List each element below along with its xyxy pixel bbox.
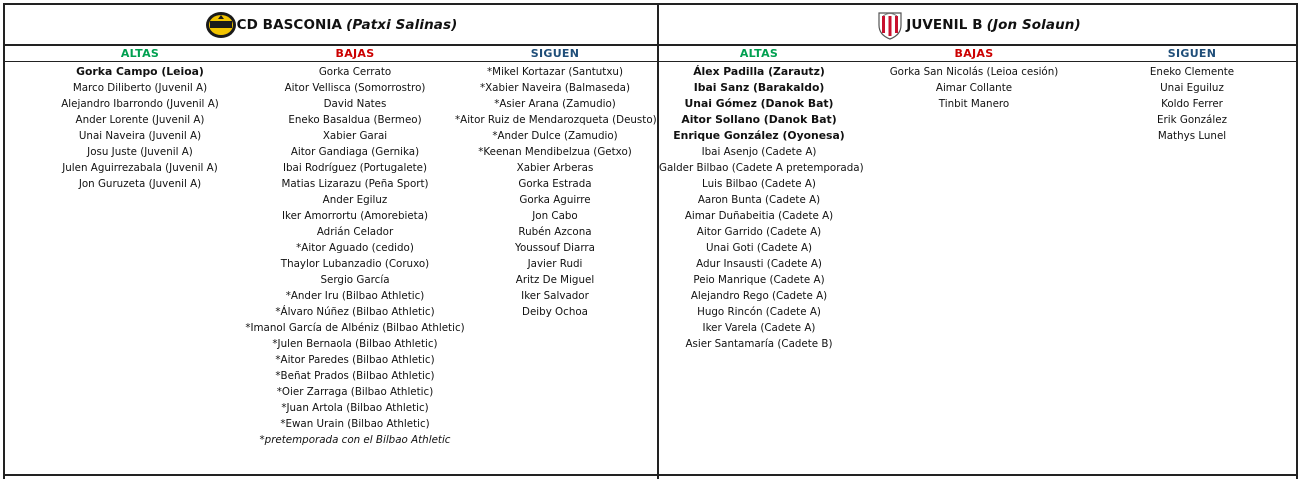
player-entry: Erik González	[1157, 114, 1227, 126]
player-entry: Ibai Asenjo (Cadete A)	[701, 146, 817, 158]
bajas-list	[235, 64, 475, 448]
player-entry: Gorka San Nicolás (Leioa cesión)	[889, 66, 1059, 78]
player-entry: Youssouf Diarra	[515, 242, 595, 254]
player-entry: *Imanol García de Albéniz (Bilbao Athletic)	[245, 322, 465, 334]
altas-header: ALTAS	[739, 47, 779, 60]
player-entry: Gorka Estrada	[518, 178, 592, 190]
player-entry: Peio Manrique (Cadete A)	[693, 274, 825, 286]
player-entry: Aimar Duñabeitia (Cadete A)	[684, 210, 834, 222]
player-entry: Alejandro Rego (Cadete A)	[690, 290, 828, 302]
player-entry: Ibai Rodríguez (Portugalete)	[282, 162, 428, 174]
player-entry: *Aitor Aguado (cedido)	[296, 242, 414, 254]
player-entry: Aitor Sollano (Danok Bat)	[681, 113, 837, 126]
player-entry: Iker Amorrortu (Amorebieta)	[281, 210, 429, 222]
player-entry: Xabier Arberas	[516, 162, 594, 174]
coach-name: (Patxi Salinas)	[346, 16, 458, 33]
cd-basconia-crest-icon	[205, 10, 237, 40]
player-entry: Julen Aguirrezabala (Juvenil A)	[62, 162, 218, 174]
column-headers	[5, 46, 657, 62]
column-headers	[659, 46, 1296, 62]
player-entry: *Beñat Prados (Bilbao Athletic)	[275, 370, 435, 382]
player-entry: Aimar Collante	[935, 82, 1013, 94]
player-entry: Enrique González (Oyonesa)	[673, 129, 845, 142]
player-entry: *Ander Iru (Bilbao Athletic)	[285, 290, 425, 302]
player-entry: *Mikel Kortazar (Santutxu)	[487, 66, 623, 78]
player-entry: Rubén Azcona	[518, 226, 592, 238]
player-entry: *Xabier Naveira (Balmaseda)	[479, 82, 631, 94]
player-entry: Adrián Celador	[316, 226, 394, 238]
player-entry: Ibai Sanz (Barakaldo)	[693, 81, 825, 94]
player-entry: Hugo Rincón (Cadete A)	[697, 306, 821, 318]
player-entry: Eneko Basaldua (Bermeo)	[288, 114, 422, 126]
player-entry: Marco Diliberto (Juvenil A)	[72, 82, 208, 94]
team-name: CD BASCONIA	[236, 16, 343, 33]
player-entry: Thaylor Lubanzadio (Coruxo)	[280, 258, 430, 270]
player-entry: Javier Rudi	[527, 258, 583, 270]
player-entry: Xabier Garai	[322, 130, 388, 142]
player-entry: Gorka Cerrato	[318, 66, 392, 78]
player-entry: Unai Gómez (Danok Bat)	[684, 97, 834, 110]
player-entry: *Asier Arana (Zamudio)	[494, 98, 616, 110]
player-entry: Aaron Bunta (Cadete A)	[697, 194, 821, 206]
player-entry: *Oier Zarraga (Bilbao Athletic)	[276, 386, 434, 398]
altas-list	[15, 64, 265, 192]
player-entry: Gorka Aguirre	[519, 194, 591, 206]
altas-header: ALTAS	[120, 47, 160, 60]
bajas-list	[874, 64, 1074, 112]
player-entry: Aritz De Miguel	[515, 274, 595, 286]
bajas-header: BAJAS	[954, 47, 994, 60]
player-entry: Aitor Garrido (Cadete A)	[696, 226, 822, 238]
siguen-header: SIGUEN	[1167, 47, 1217, 60]
player-entry: *Aitor Ruiz de Mendarozqueta (Deusto)	[455, 114, 657, 126]
bottom-border	[3, 474, 1298, 476]
player-entry: *Álvaro Núñez (Bilbao Athletic)	[275, 306, 435, 318]
basconia-header	[5, 5, 657, 46]
player-entry: Galder Bilbao (Cadete A pretemporada)	[659, 162, 864, 174]
player-entry: Koldo Ferrer	[1161, 98, 1223, 110]
siguen-header: SIGUEN	[530, 47, 580, 60]
player-entry: Álex Padilla (Zarautz)	[693, 65, 825, 78]
player-entry: Aitor Vellisca (Somorrostro)	[284, 82, 426, 94]
player-entry: Unai Naveira (Juvenil A)	[78, 130, 202, 142]
player-entry: *Ewan Urain (Bilbao Athletic)	[280, 418, 430, 430]
player-entry: Aitor Gandiaga (Gernika)	[290, 146, 420, 158]
juvenil-b-header	[659, 5, 1296, 46]
player-entry: Eneko Clemente	[1149, 66, 1235, 78]
player-entry: *pretemporada con el Bilbao Athletic	[259, 434, 451, 446]
player-entry: Iker Varela (Cadete A)	[702, 322, 816, 334]
player-entry: *Keenan Mendibelzua (Getxo)	[478, 146, 632, 158]
player-entry: Luis Bilbao (Cadete A)	[702, 178, 816, 190]
player-entry: *Ander Dulce (Zamudio)	[492, 130, 618, 142]
player-entry: Gorka Campo (Leioa)	[76, 65, 204, 78]
player-entry: Tinbit Manero	[938, 98, 1010, 110]
player-entry: Alejandro Ibarrondo (Juvenil A)	[61, 98, 219, 110]
siguen-list	[1092, 64, 1292, 144]
player-entry: Deiby Ochoa	[522, 306, 588, 318]
player-entry: Jon Guruzeta (Juvenil A)	[78, 178, 202, 190]
player-entry: Sergio García	[320, 274, 390, 286]
basconia-panel	[3, 3, 659, 479]
siguen-list	[455, 64, 655, 320]
player-entry: Matias Lizarazu (Peña Sport)	[281, 178, 429, 190]
player-entry: Unai Eguiluz	[1160, 82, 1224, 94]
player-entry: Josu Juste (Juvenil A)	[87, 146, 193, 158]
player-entry: Mathys Lunel	[1157, 130, 1227, 142]
juvenil-b-panel	[657, 3, 1298, 479]
team-name: JUVENIL B	[906, 16, 983, 33]
bajas-header: BAJAS	[335, 47, 375, 60]
player-entry: *Julen Bernaola (Bilbao Athletic)	[272, 338, 438, 350]
player-entry: Asier Santamaría (Cadete B)	[685, 338, 833, 350]
player-entry: Unai Goti (Cadete A)	[705, 242, 813, 254]
player-entry: *Juan Artola (Bilbao Athletic)	[281, 402, 429, 414]
player-entry: Adur Insausti (Cadete A)	[696, 258, 822, 270]
player-entry: Ander Lorente (Juvenil A)	[75, 114, 205, 126]
coach-name: (Jon Solaun)	[986, 16, 1081, 33]
altas-list	[659, 64, 864, 352]
player-entry: Jon Cabo	[532, 210, 578, 222]
player-entry: Iker Salvador	[521, 290, 589, 302]
player-entry: *Aitor Paredes (Bilbao Athletic)	[275, 354, 435, 366]
player-entry: Ander Egiluz	[322, 194, 388, 206]
athletic-club-crest-icon	[874, 10, 906, 40]
player-entry: David Nates	[323, 98, 387, 110]
